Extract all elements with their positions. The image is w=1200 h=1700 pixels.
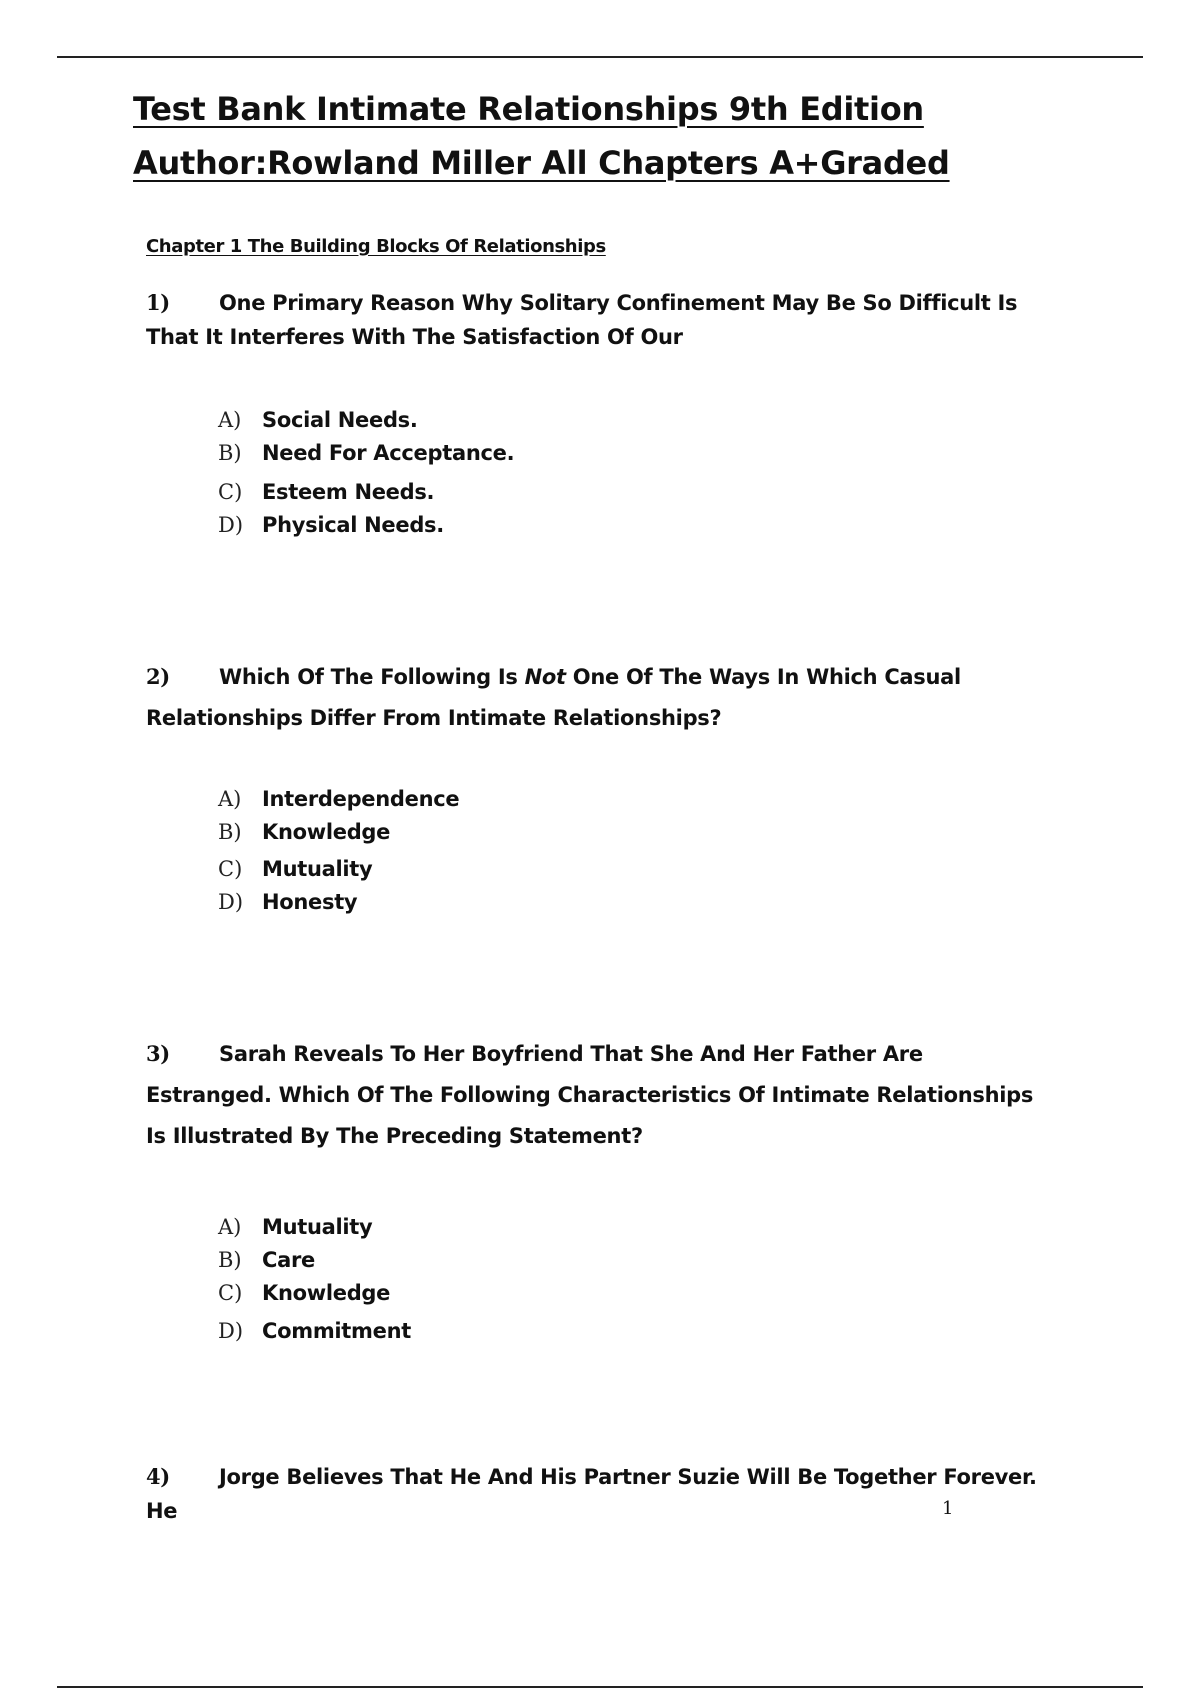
answer-option-b [218, 1244, 411, 1277]
answer-options [218, 404, 514, 542]
question-4 [146, 1460, 1046, 1528]
option-text: Knowledge [262, 1281, 391, 1305]
question-stem [146, 286, 1046, 354]
document-title: Test Bank Intimate Relationships 9th Edition Author:Rowland Miller All Chapters A+Graded [133, 90, 950, 182]
option-letter: C) [218, 857, 243, 881]
question-number: 3) [146, 1041, 170, 1066]
chapter-heading: Chapter 1 The Building Blocks Of Relationships [146, 236, 606, 257]
answer-options [218, 1211, 411, 1348]
answer-option-a [218, 1211, 411, 1244]
option-text: Mutuality [262, 1215, 373, 1239]
answer-option-d [218, 886, 459, 919]
option-letter: A) [218, 408, 242, 432]
question-stem [146, 656, 1046, 739]
option-letter: C) [218, 1281, 243, 1305]
question-number: 4) [146, 1464, 170, 1489]
page-number: 1 [942, 1498, 954, 1519]
option-text: Mutuality [262, 857, 373, 881]
option-text: Esteem Needs. [262, 480, 435, 504]
option-letter: B) [218, 441, 242, 465]
option-text: Commitment [262, 1319, 411, 1343]
option-text: Physical Needs. [262, 513, 444, 537]
question-2 [146, 656, 1046, 914]
question-number: 2) [146, 664, 170, 689]
option-letter: B) [218, 1248, 242, 1272]
option-text: Care [262, 1248, 315, 1272]
option-letter: D) [218, 1319, 244, 1343]
question-text: Sarah Reveals To Her Boyfriend That She And Her Father Are Estranged. Which Of The Following Characteristics Of Intimate Relationships Is Illustrated By The Preceding Statement? [146, 1042, 1034, 1148]
option-text: Knowledge [262, 820, 391, 844]
option-text: Need For Acceptance. [262, 441, 515, 465]
question-stem [146, 1033, 1046, 1157]
option-text: Interdependence [262, 787, 460, 811]
answer-option-b [218, 437, 514, 470]
answer-option-d [218, 509, 514, 542]
answer-option-c [218, 476, 514, 509]
bottom-rule [57, 1686, 1143, 1688]
answer-options [218, 783, 459, 919]
option-letter: D) [218, 513, 244, 537]
question-number: 1) [146, 290, 170, 315]
question-text-after: One Of The Ways In Which Casual Relationships Differ From Intimate Relationships? [146, 665, 961, 730]
option-letter: A) [218, 787, 242, 811]
answer-option-a [218, 783, 459, 816]
answer-option-a [218, 404, 514, 437]
question-emphasis: Not [524, 665, 566, 689]
question-1 [146, 286, 1046, 537]
answer-option-d [218, 1315, 411, 1348]
question-text-before: Which Of The Following Is [219, 665, 518, 689]
option-letter: B) [218, 820, 242, 844]
question-3 [146, 1033, 1046, 1343]
question-text: One Primary Reason Why Solitary Confinement May Be So Difficult Is That It Interferes With The Satisfaction Of Our [146, 291, 1018, 349]
option-letter: C) [218, 480, 243, 504]
question-stem [146, 1460, 1046, 1528]
answer-option-b [218, 816, 459, 849]
answer-option-c [218, 853, 459, 886]
option-letter: A) [218, 1215, 242, 1239]
answer-option-c [218, 1277, 411, 1310]
option-letter: D) [218, 890, 244, 914]
option-text: Social Needs. [262, 408, 418, 432]
option-text: Honesty [262, 890, 358, 914]
question-text: Jorge Believes That He And His Partner Suzie Will Be Together Forever. He [146, 1465, 1037, 1523]
top-rule [57, 56, 1143, 58]
